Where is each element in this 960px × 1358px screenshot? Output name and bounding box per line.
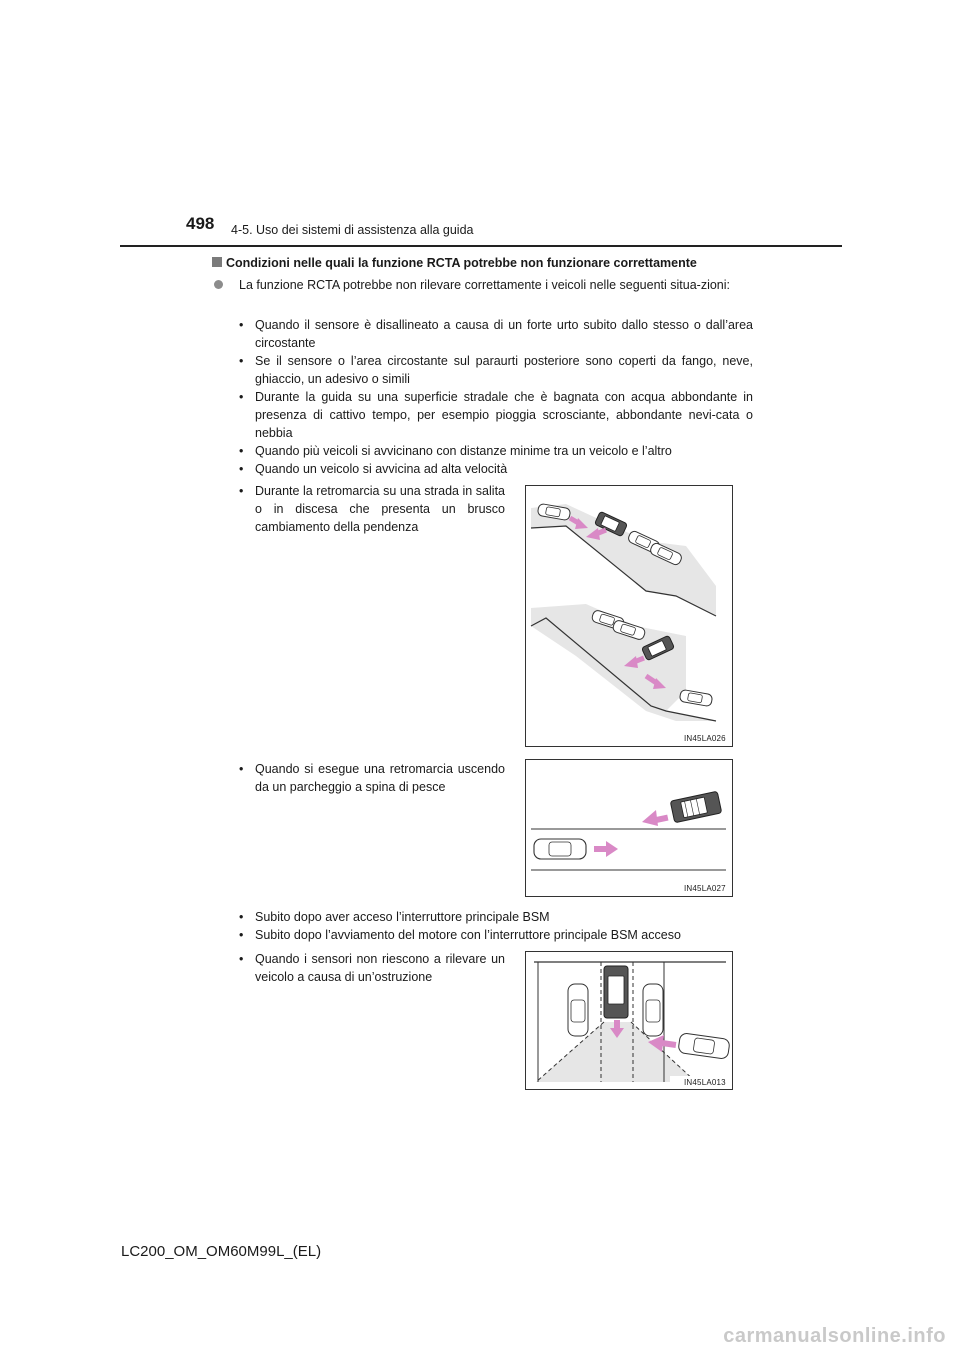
- header-divider: [120, 245, 842, 247]
- list-item: • Quando un veicolo si avvicina ad alta velocità: [239, 460, 753, 478]
- list-item: • Se il sensore o l’area circostante sul paraurti posteriore sono coperti da fango, neve, ghiaccio, un adesivo o simili: [239, 352, 753, 388]
- list-item: • Quando più veicoli si avvicinano con distanze minime tra un veicolo e l’altro: [239, 442, 753, 460]
- figure-code: IN45LA027: [684, 884, 726, 893]
- intro-paragraph: [214, 276, 754, 294]
- slope-illustration: [526, 486, 732, 746]
- suv-icon: [670, 791, 722, 822]
- watermark: carmanualsonline.info: [723, 1325, 946, 1347]
- obstruction-figure: [525, 951, 733, 1090]
- list-item: • Quando si esegue una retromarcia uscendo da un parcheggio a spina di pesce: [239, 760, 505, 796]
- page-number: 498: [186, 214, 215, 233]
- car-icon: [643, 984, 663, 1036]
- car-icon: [534, 839, 586, 859]
- bsm-list: [239, 908, 753, 944]
- list-item: • Quando i sensori non riescono a rilevare un veicolo a causa di un’ostruzione: [239, 950, 505, 986]
- circle-bullet-icon: [214, 280, 223, 289]
- slope-figure: [525, 485, 733, 747]
- square-bullet-icon: [212, 257, 222, 267]
- figure-code: IN45LA013: [684, 1078, 726, 1087]
- car-icon: [678, 1033, 730, 1060]
- figure-code: IN45LA026: [684, 734, 726, 743]
- car-icon: [568, 984, 588, 1036]
- list-item: • Quando il sensore è disallineato a causa di un forte urto subito dallo stesso o dall’area circostante: [239, 316, 753, 352]
- herringbone-illustration: [526, 760, 732, 896]
- arrow-icon: [642, 810, 668, 826]
- herringbone-figure: [525, 759, 733, 897]
- subsection-heading: [212, 256, 697, 270]
- obstruction-item: [239, 950, 505, 986]
- slope-item: [239, 482, 505, 536]
- list-item: • Subito dopo aver acceso l’interruttore principale BSM: [239, 908, 753, 926]
- list-item: • Durante la retromarcia su una strada in salita o in discesa che presenta un brusco cambiamento della pendenza: [239, 482, 505, 536]
- obstruction-illustration: [526, 952, 732, 1089]
- car-icon: [679, 689, 713, 706]
- conditions-list: [239, 316, 753, 478]
- section-title: 4-5. Uso dei sistemi di assistenza alla guida: [231, 223, 474, 237]
- list-item: • Durante la guida su una superficie stradale che è bagnata con acqua abbondante in presenza di cattivo tempo, per esempio pioggia scrosciante, abbondante nevi-cata o nebbia: [239, 388, 753, 442]
- arrow-icon: [594, 841, 618, 857]
- intro-text: La funzione RCTA potrebbe non rilevare correttamente i veicoli nelle seguenti situa-zioni:: [239, 278, 731, 292]
- herringbone-item: [239, 760, 505, 796]
- list-item: • Subito dopo l’avviamento del motore con l’interruttore principale BSM acceso: [239, 926, 753, 944]
- heading-text: Condizioni nelle quali la funzione RCTA potrebbe non funzionare correttamente: [226, 256, 697, 270]
- upper-road: [531, 504, 716, 616]
- suv-icon: [604, 966, 628, 1018]
- document-code: LC200_OM_OM60M99L_(EL): [121, 1243, 322, 1260]
